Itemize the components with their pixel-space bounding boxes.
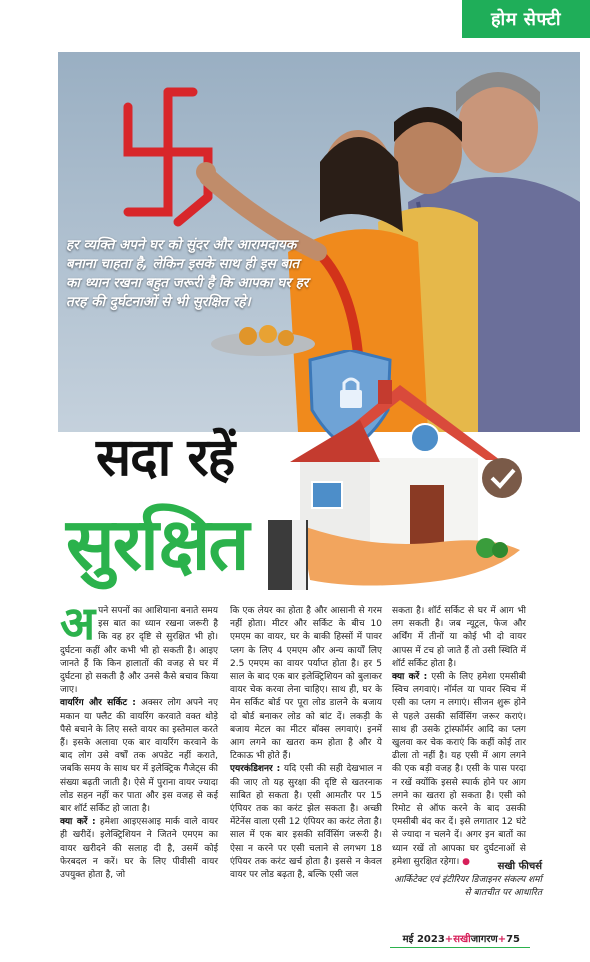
subheading-ac: एयरकंडिशनर : (230, 764, 281, 775)
paragraph: कि एक लेयर का होता है और आसानी से गरम नहीं होता। मीटर और सर्किट के बीच 10 एमएम का वायर, घर के बाकी हिस्सों में पावर प्लग के लिए 4 एमएम और अन्य कार्यों लिए 2.5 एमएम का वायर पर्याप्त होता है। हर 5 साल के बाद एक बार इलेक्ट्रिशियन को बुलाकर वायर चेक करवा लेना चाहिए। साथ ही, घर के मेन सर्किट बोर्ड पर पूरा लोड डालने के बजाय दो बोर्ड बनाकर लोड को बांट दें। लकड़ी के बजाय मेटल का मीटर बॉक्स लगवाएं। इनमें आग लगने का खतरा कम होता है और ये टिकाऊ भी होते हैं। (230, 606, 382, 762)
byline-name: सखी फीचर्स (497, 861, 542, 872)
end-mark-icon: ● (462, 856, 471, 867)
byline (392, 858, 542, 898)
drop-cap: अ (60, 596, 96, 650)
house-protection-illustration (250, 350, 550, 600)
article-column-1 (60, 596, 219, 882)
intro-text: हर व्यक्ति अपने घर को सुंदर और आरामदायक बनाना चाहता है, लेकिन इसके साथ ही इस बात का ध्यान रखना बहुत जरूरी है कि आपका घर हर तरह की दुर्घटनाओं से भी सुरक्षित रहे। (66, 237, 309, 310)
separator: + (497, 934, 507, 945)
issue-date: मई 2023 (402, 934, 445, 945)
article-column-3 (392, 605, 526, 869)
paragraph: हमेशा आइएसआइ मार्क वाले वायर ही खरीदें। इलेक्ट्रिशियन ने जितने एमएम का वायर खरीदने की सलाह दी है, उसमें कोई फेरबदल न करें। घर के लिए पीवीसी वायर उपयुक्त होता है, जो (60, 817, 219, 881)
page-number: 75 (506, 934, 520, 945)
paragraph: यदि एसी की सही देखभाल न की जाए तो यह सुरक्षा की दृष्टि से खतरनाक साबित हो सकता है। एसी आमतौर पर 15 एंपियर तक का करंट झेल सकता है। अच्छी मेंटेनेंस वाला एसी 12 एंपियर का करंट लेता है। साल में एक बार इसकी सर्विसिंग जरूरी है। ऐसा न करने पर एसी चलाने से लगभग 18 एंपियर तक करंट खर्च होता है। इससे न केवल वायर पर लोड बढ़ता है, बल्कि एसी जल (230, 764, 382, 881)
check-badge-icon (482, 458, 522, 498)
paragraph: पने सपनों का आशियाना बनाते समय इस बात का ध्यान रखना जरूरी है कि वह हर दृष्टि से सुरक्षित भी हो। दुर्घटना कहीं और कभी भी हो सकती है। आइए जानते हैं कि किन हालातों की वजह से घर में दुर्घटना हो सकती है और उनसे कैसे बचाव किया जाए। (60, 606, 218, 696)
subheading-what-to-do: क्या करें : (392, 672, 428, 683)
page-footer (403, 931, 520, 945)
section-tag: होम सेफ्टी (462, 0, 590, 38)
subheading-wiring: वायरिंग और सर्किट : (60, 698, 136, 709)
subheading-what-to-do: क्या करें : (60, 817, 96, 828)
publication-name: जागरण (470, 934, 498, 945)
paragraph: एसी के लिए हमेशा एमसीबी स्विच लगवाएं। नॉर्मल या पावर स्विच में एसी का प्लग न लगाएं। सीजन शुरू होने से पहले उसकी सर्विसिंग जरूर कराएं। साथ ही उसके ट्रांस्फॉर्मर आदि का प्लग खुलवा कर चेक कराएं कि कहीं कोई तार ढीला तो नहीं है। यह एसी में आग लगने की एक बड़ी वजह है। एसी के पास परदा न रखें क्योंकि इससे स्पार्क होने पर आग लगने का खतरा हो सकता है। एसी को रिमोट से ऑफ करने के बाद उसकी एमसीबी बंद कर दें। इसे लगातार 12 घंटे से ज्यादा न चलने दें। अगर इन बातों का ध्यान रखें तो आपका घर दुर्घटनाओं से हमेशा सुरक्षित रहेगा। (392, 672, 527, 867)
paragraph: सकता है। शॉर्ट सर्किट से घर में आग भी लग सकती है। जब न्यूट्रल, फेज और अर्थिंग में तीनों या कोई भी दो वायर आपस में टच हो जाते हैं तो उसी स्थिति में शॉर्ट सर्किट होता है। (392, 606, 526, 669)
brand-name: सखी (453, 934, 471, 945)
footer-rule (390, 947, 530, 948)
separator: + (444, 934, 454, 945)
article-column-2 (230, 605, 382, 882)
byline-role: आर्किटेक्ट एवं इंटीरियर डिजाइनर संकल्प शर्मा से बातचीत पर आधारित (394, 875, 542, 898)
headline-line-2: सुरक्षित (66, 502, 248, 586)
headline-line-1: सदा रहें (96, 428, 235, 488)
paragraph: अक्सर लोग अपने नए मकान या फ्लैट की वायरिंग करवाते वक्त थोड़े पैसे बचाने के लिए सस्ते वायर का इस्तेमाल करते हैं। इसके अलावा एक बार वायरिंग करवाने के बाद लोग उसे वर्षों तक अपडेट नहीं कराते, जबकि समय के साथ घर में इलेक्ट्रिक गैजेट्स की संख्या बढ़ती जाती है। ऐसे में पुराना वायर ज्यादा लोड सहन नहीं कर पाता और इस वजह से कई बार शॉर्ट सर्किट हो जाता है। (60, 698, 218, 815)
